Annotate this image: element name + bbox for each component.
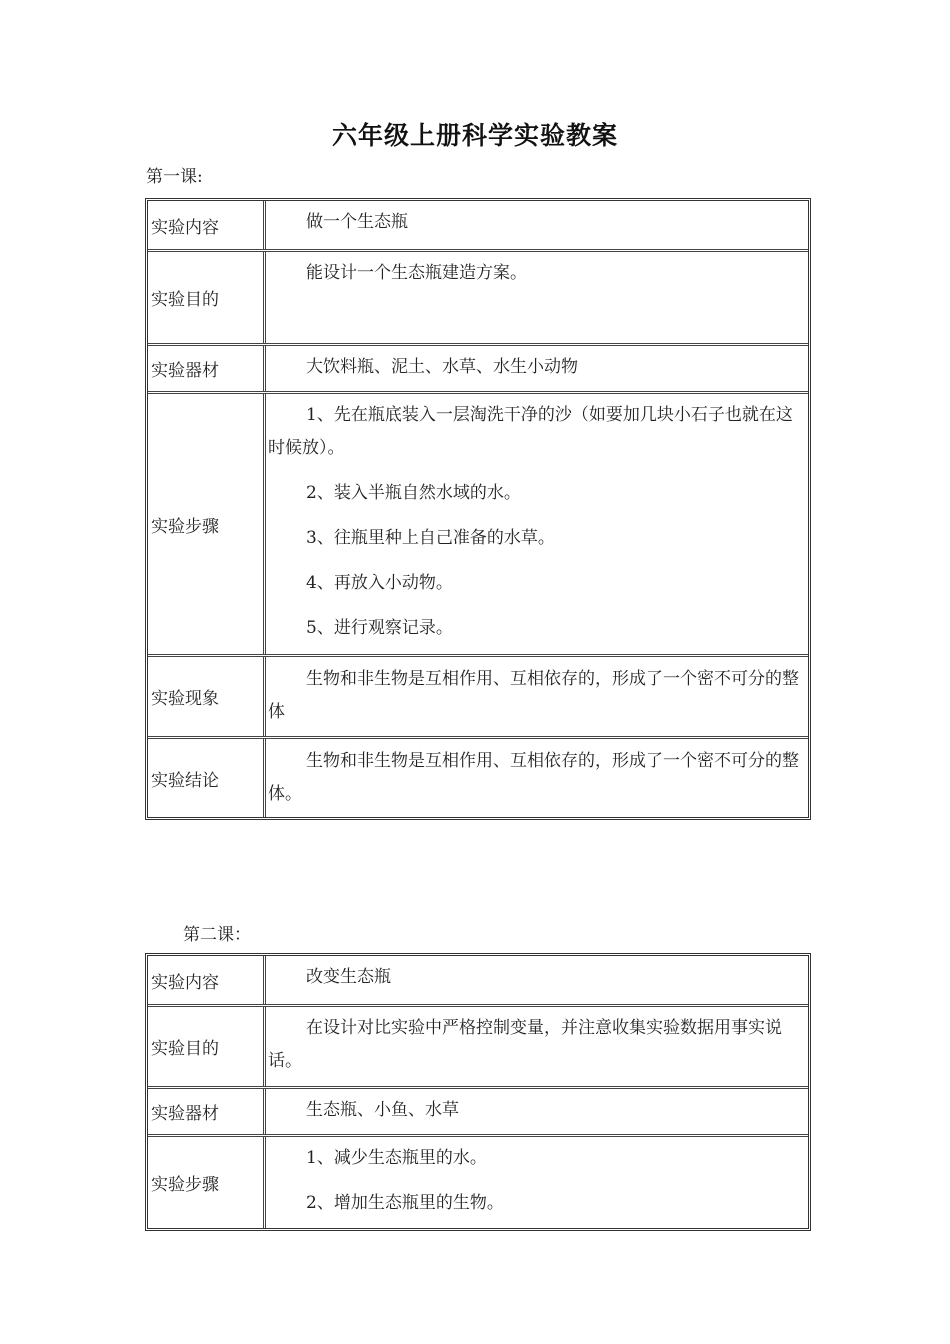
list-item: 5、进行观察记录。	[306, 618, 453, 638]
lesson1-content-value: 做一个生态瓶	[306, 212, 408, 232]
lesson2-purpose-label: 实验目的	[148, 1007, 266, 1086]
lesson1-content-row	[148, 201, 808, 249]
lesson1-conclusion-label: 实验结论	[148, 739, 266, 817]
lesson1-heading: 第一课:	[146, 167, 203, 187]
lesson1-phenomenon-value: 生物和非生物是互相作用、互相依存的，形成了一个密不可分的整体	[268, 669, 799, 722]
list-item: 1、减少生态瓶里的水。	[306, 1148, 487, 1168]
lesson2-materials-label: 实验器材	[148, 1089, 266, 1134]
lesson2-steps-label: 实验步骤	[148, 1137, 266, 1228]
lesson2-table	[145, 953, 811, 1231]
lesson2-steps-list	[266, 1137, 808, 1228]
lesson2-content-value: 改变生态瓶	[306, 967, 391, 987]
lesson2-content-row	[148, 956, 808, 1004]
lesson2-materials-row	[148, 1086, 808, 1134]
lesson2-heading: 第二课：	[183, 925, 251, 945]
lesson1-steps-list	[266, 394, 808, 654]
lesson1-purpose-label: 实验目的	[148, 252, 266, 343]
list-item: 4、再放入小动物。	[306, 573, 453, 593]
lesson1-phenomenon-label: 实验现象	[148, 657, 266, 736]
lesson1-materials-row	[148, 343, 808, 391]
lesson2-content-label: 实验内容	[148, 956, 266, 1004]
lesson1-purpose-value: 能设计一个生态瓶建造方案。	[306, 263, 527, 283]
list-item: 3、往瓶里种上自己准备的水草。	[306, 528, 555, 548]
list-item: 1、先在瓶底装入一层淘洗干净的沙（如要加几块小石子也就在这时候放）。	[268, 405, 793, 458]
lesson1-purpose-row	[148, 249, 808, 343]
lesson1-steps-row	[148, 391, 808, 654]
lesson2-materials-value: 生态瓶、小鱼、水草	[306, 1100, 459, 1120]
lesson1-steps-label: 实验步骤	[148, 394, 266, 654]
list-item: 2、增加生态瓶里的生物。	[306, 1193, 504, 1213]
lesson1-materials-label: 实验器材	[148, 346, 266, 391]
list-item: 2、装入半瓶自然水域的水。	[306, 483, 521, 503]
lesson1-phenomenon-row	[148, 654, 808, 736]
lesson1-table	[145, 198, 811, 820]
lesson2-steps-row	[148, 1134, 808, 1228]
lesson1-conclusion-row	[148, 736, 808, 817]
lesson1-content-label: 实验内容	[148, 201, 266, 249]
document-title: 六年级上册科学实验教案	[331, 121, 618, 150]
lesson1-materials-value: 大饮料瓶、泥土、水草、水生小动物	[306, 357, 578, 377]
lesson2-purpose-value: 在设计对比实验中严格控制变量，并注意收集实验数据用事实说话。	[268, 1018, 782, 1071]
lesson2-purpose-row	[148, 1004, 808, 1086]
lesson1-conclusion-value: 生物和非生物是互相作用、互相依存的，形成了一个密不可分的整体。	[268, 751, 799, 804]
